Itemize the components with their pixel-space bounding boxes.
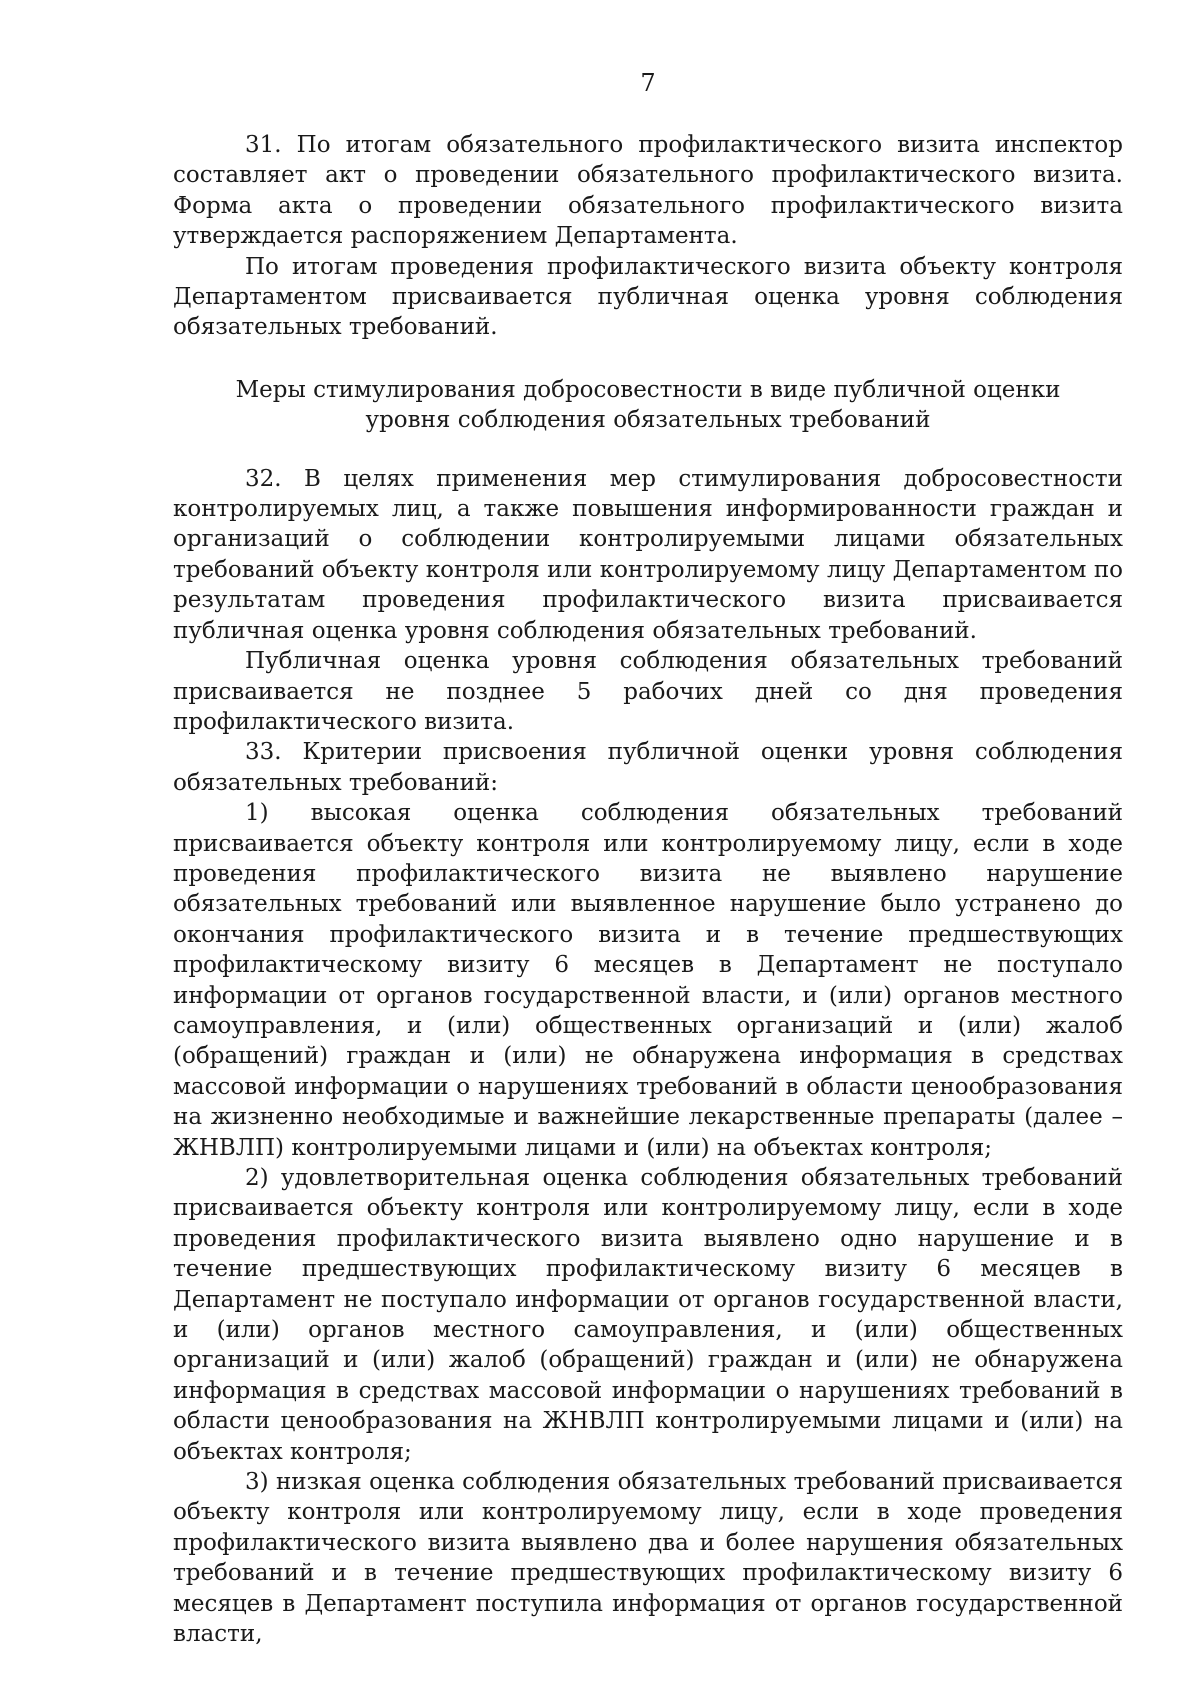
criterion-satisfactory: 2) удовлетворительная оценка соблюдения обязательных требований присваивается объекту контроля или контролируемому лицу, если в ходе проведения профилактического визита выявлено одно нарушение и в течение предшествующих профилактическому визиту 6 месяцев в Департамент не поступало информации от органов государственной власти, и (или) органов местного самоуправления, и (или) общественных организаций и (или) жалоб (обращений) граждан и (или) не обнаружена информация в средствах массовой информации о нарушениях требований в области ценообразования на ЖНВЛП контролируемыми лицами и (или) на объектах контроля; <box>173 1165 1123 1465</box>
paragraph-31-continuation: По итогам проведения профилактического визита объекту контроля Департаментом присваивается публичная оценка уровня соблюдения обязательных требований. <box>173 253 1123 341</box>
paragraph-33: 33. Критерии присвоения публичной оценки уровня соблюдения обязательных требований: <box>173 739 1123 796</box>
criterion-low: 3) низкая оценка соблюдения обязательных требований присваивается объекту контроля или контролируемому лицу, если в ходе проведения профилактического визита выявлено два и более нарушения обязательных требований и в течение предшествующих профилактическому визиту 6 месяцев в Департамент поступила информация от органов государственной власти, <box>173 1469 1123 1648</box>
criterion-high: 1) высокая оценка соблюдения обязательных требований присваивается объекту контроля или контролируемому лицу, если в ходе проведения профилактического визита не выявлено нарушение обязательных требований или выявленное нарушение было устранено до окончания профилактического визита и в течение предшествующих профилактическому визиту 6 месяцев в Департамент не поступало информации от органов государственной власти, и (или) органов местного самоуправления, и (или) общественных организаций и (или) жалоб (обращений) граждан и (или) не обнаружена информация в средствах массовой информации о нарушениях требований в области ценообразования на жизненно необходимые и важнейшие лекарственные препараты (далее – ЖНВЛП) контролируемыми лицами и (или) на объектах контроля; <box>173 800 1123 1161</box>
paragraph-32: 32. В целях применения мер стимулирования добросовестности контролируемых лиц, а также повышения информированности граждан и организаций о соблюдении контролируемыми лицами обязательных требований объекту контроля или контролируемому лицу Департаментом по результатам проведения профилактического визита присваивается публичная оценка уровня соблюдения обязательных требований. <box>173 465 1123 644</box>
section-heading: Меры стимулирования добросовестности в виде публичной оценки уровня соблюдения обязательных требований <box>235 376 1061 434</box>
paragraph-32-continuation: Публичная оценка уровня соблюдения обязательных требований присваивается не позднее 5 рабочих дней со дня проведения профилактического визита. <box>173 648 1123 735</box>
paragraph-31: 31. По итогам обязательного профилактического визита инспектор составляет акт о проведении обязательного профилактического визита. Форма акта о проведении обязательного профилактического визита утверждается распоряжением Департамента. <box>173 132 1123 250</box>
document-body <box>173 130 1123 1650</box>
page-number: 7 <box>640 69 656 97</box>
